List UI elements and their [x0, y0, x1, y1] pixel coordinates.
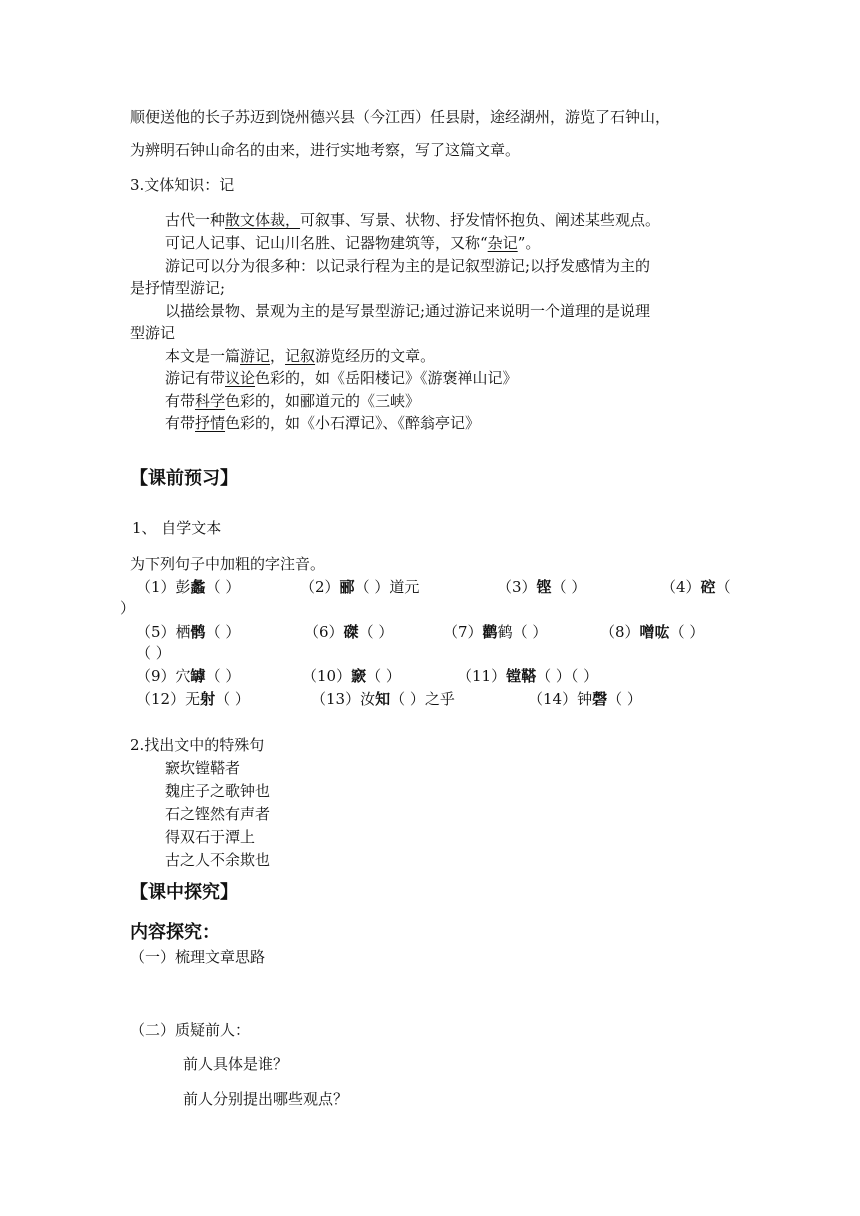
item-suffix: （ ） [366, 667, 401, 685]
question-2-sub-a: 前人具体是谁？ [183, 1055, 289, 1073]
phonetic-item [136, 666, 240, 686]
special-sentence: 石之铿然有声者 [165, 805, 271, 823]
item-suffix: （ ）（ ） [536, 667, 599, 685]
bold-character: 硿 [700, 578, 716, 596]
text-segment: 游览经历的文章。 [315, 347, 436, 365]
underlined-term: 游记 [240, 347, 271, 365]
phonetic-item [311, 689, 455, 709]
genre-paragraph-3a: 游记可以分为很多种：以记录行程为主的是记叙型游记;以抒发感情为主的 [165, 257, 651, 275]
intro-line-2: 为辨明石钟山命名的由来，进行实地考察，写了这篇文章。 [130, 141, 521, 159]
item-suffix: （ ） [205, 623, 241, 641]
text-segment: 有带 [165, 392, 196, 410]
phonetic-item [457, 666, 598, 686]
preview-item-1: 1、 自学文本 [132, 519, 222, 537]
bold-character: 鹘 [190, 623, 206, 641]
text-segment: 可叙事、写景、状物、抒发情怀抱负、阐述某些观点。 [300, 211, 661, 229]
bold-character: 铿 [536, 578, 552, 596]
underlined-term: 议论 [225, 369, 256, 387]
item-prefix: ） [120, 599, 136, 617]
item-prefix: （9）穴 [136, 667, 191, 685]
item-suffix: （ ） [551, 578, 587, 596]
item-prefix: （7） [443, 623, 483, 641]
phonetic-item [120, 598, 135, 618]
item-prefix: （11） [457, 667, 507, 685]
question-2: （二）质疑前人： [130, 1021, 251, 1039]
intro-line-1: 顺便送他的长子苏迈到饶州德兴县（今江西）任县尉，途经湖州，游览了石钟山， [130, 108, 671, 126]
bold-character: 郦 [339, 578, 355, 596]
content-explore-title: 内容探究： [130, 922, 220, 943]
item-prefix: （12）无 [136, 690, 201, 708]
phonetic-item [600, 622, 704, 642]
item-prefix: （8） [600, 623, 640, 641]
underlined-term: 科学 [195, 392, 226, 410]
genre-paragraph-5 [165, 346, 435, 366]
item-prefix: （13）汝 [311, 690, 376, 708]
underlined-term: 杂记 [487, 234, 518, 252]
item-suffix: （ ）之乎 [390, 690, 455, 708]
bold-character: 镗鞳 [506, 667, 537, 685]
item-suffix: （ [715, 578, 731, 596]
text-segment: 色彩的，如《岳阳楼记》《游褒禅山记》 [255, 369, 518, 387]
phonetic-item [136, 577, 240, 597]
item-suffix: 鹤（ ） [497, 623, 548, 641]
genre-paragraph-6 [165, 368, 518, 388]
bold-character: 磔 [343, 623, 359, 641]
item-suffix: （ ） [215, 690, 250, 708]
special-sentence: 古之人不余欺也 [165, 851, 271, 869]
genre-paragraph-1 [165, 210, 660, 230]
underlined-term: 抒情 [195, 414, 226, 432]
bold-character: 窾 [351, 667, 367, 685]
phonetic-item [136, 622, 240, 642]
bold-character: 磬 [592, 690, 608, 708]
bold-character: 鹳 [482, 623, 498, 641]
bold-character: 噌吰 [639, 623, 670, 641]
explore-heading: 【课中探究】 [130, 882, 238, 903]
text-segment: 古代一种 [165, 211, 226, 229]
genre-paragraph-8 [165, 413, 480, 433]
question-1: （一）梳理文章思路 [130, 948, 266, 966]
item-suffix: （ ） [205, 578, 241, 596]
genre-paragraph-7 [165, 391, 420, 411]
text-segment: 色彩的，如郦道元的《三峡》 [225, 392, 421, 410]
text-segment: 色彩的，如《小石潭记》、《醉翁亭记》 [225, 414, 481, 432]
phonetic-item [302, 666, 401, 686]
genre-paragraph-2 [165, 233, 540, 253]
bold-character: 蠡 [190, 578, 206, 596]
phonetic-item [136, 689, 250, 709]
item-prefix: （1）彭 [136, 578, 191, 596]
item-prefix: （10） [302, 667, 352, 685]
item-suffix: （ ） [358, 623, 394, 641]
phonetic-item [528, 689, 642, 709]
phonetic-item [136, 643, 171, 663]
item-prefix: （3） [497, 578, 537, 596]
special-sentence: 得双石于潭上 [165, 828, 256, 846]
genre-paragraph-3b: 是抒情型游记; [130, 279, 226, 297]
text-segment: 可记人记事、记山川名胜、记器物建筑等，又称“ [165, 234, 488, 252]
preview-heading: 【课前预习】 [130, 468, 238, 489]
underlined-term: 散文体裁， [225, 211, 301, 229]
text-segment: 游记有带 [165, 369, 226, 387]
genre-paragraph-4a: 以描绘景物、景观为主的是写景型游记;通过游记来说明一个道理的是说理 [165, 302, 651, 320]
item-prefix: （2） [300, 578, 340, 596]
genre-heading: 3.文体知识：记 [130, 176, 235, 194]
special-sentence: 魏庄子之歌钟也 [165, 782, 271, 800]
phonetic-item [497, 577, 586, 597]
bold-character: 罅 [190, 667, 206, 685]
item-prefix: （14）钟 [528, 690, 593, 708]
text-segment: ， [270, 347, 286, 365]
special-sentence: 窾坎镗鞳者 [165, 759, 241, 777]
phonetic-item [304, 622, 393, 642]
text-segment: 有带 [165, 414, 196, 432]
preview-item-2: 2.找出文中的特殊句 [130, 736, 265, 754]
phonetic-item [443, 622, 547, 642]
underlined-term: 记叙 [285, 347, 316, 365]
phonetic-item [300, 577, 419, 597]
item-prefix: （5）栖 [136, 623, 191, 641]
item-suffix: （ ）道元 [354, 578, 420, 596]
question-2-sub-b: 前人分别提出哪些观点？ [183, 1090, 349, 1108]
text-segment: ”。 [517, 234, 541, 252]
genre-paragraph-4b: 型游记 [130, 324, 176, 342]
preview-instruction: 为下列句子中加粗的字注音。 [130, 555, 326, 573]
phonetic-item [661, 577, 731, 597]
item-prefix: （4） [661, 578, 701, 596]
item-suffix: （ ） [607, 690, 642, 708]
bold-character: 知 [375, 690, 391, 708]
item-suffix: （ ） [205, 667, 241, 685]
item-suffix: （ ） [669, 623, 705, 641]
bold-character: 射 [200, 690, 216, 708]
text-segment: 本文是一篇 [165, 347, 241, 365]
item-prefix: （6） [304, 623, 344, 641]
item-prefix: （ ） [136, 644, 171, 662]
